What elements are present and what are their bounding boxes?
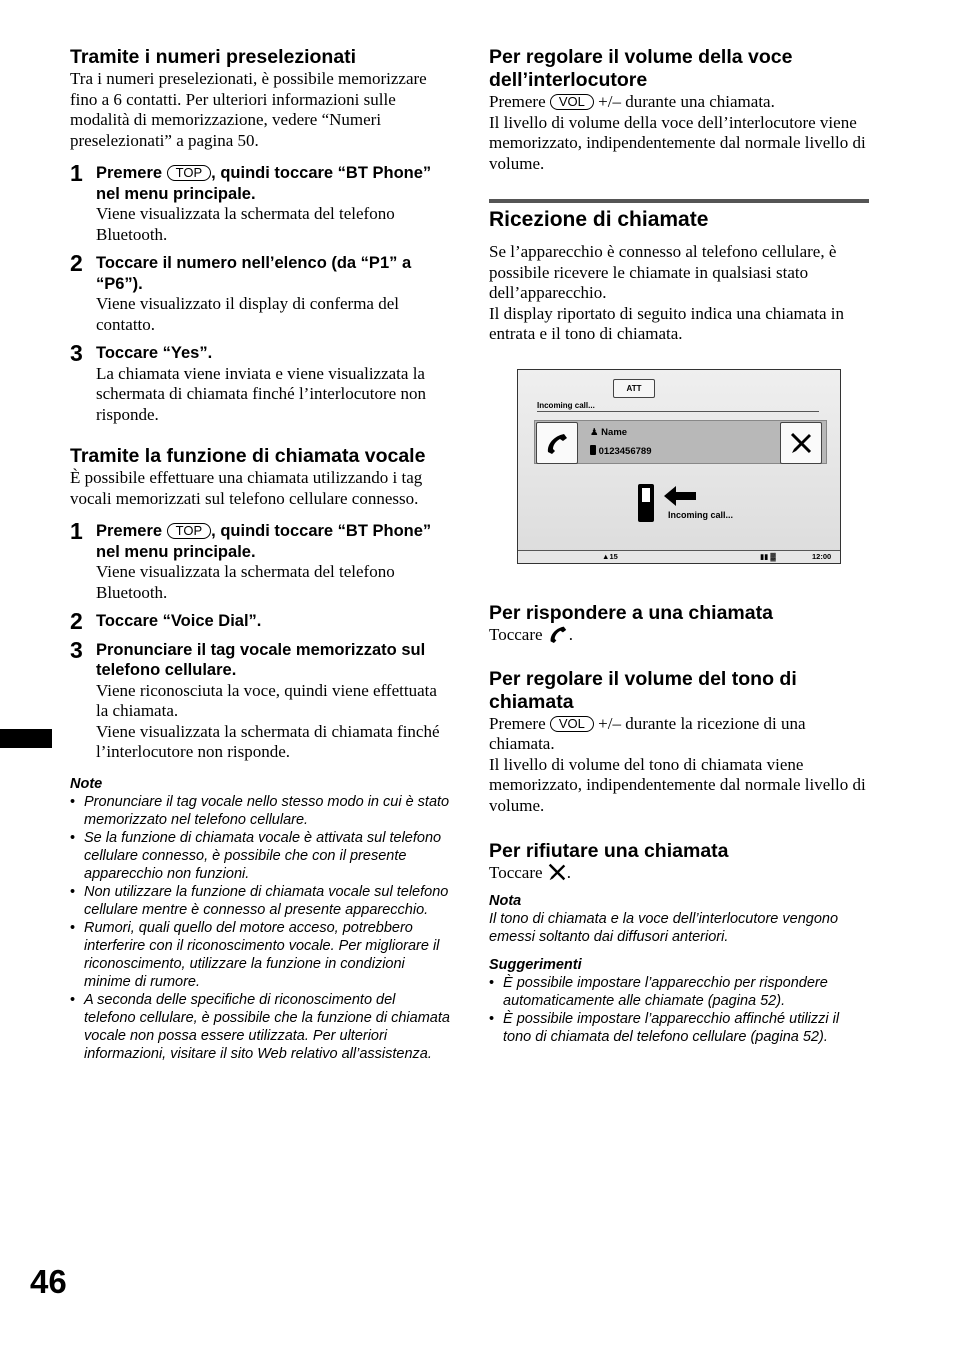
right-column-incoming <box>489 207 871 345</box>
step-description: Viene visualizzata la schermata del telefono Bluetooth. <box>96 204 395 244</box>
top-key: TOP <box>167 523 212 539</box>
text: Toccare <box>489 863 543 882</box>
phone-answer-icon <box>547 625 569 643</box>
bell-icon: ▲ <box>602 552 610 561</box>
text: . <box>568 625 574 644</box>
step-number: 2 <box>70 608 83 634</box>
text: . <box>566 863 572 882</box>
right-column-actions <box>489 602 871 1046</box>
list-item: • A seconda delle specifiche di riconoscimento del telefono cellulare, è possibile che la funzione di chiamata vocale non possa essere utilizzata. Per ulteriori informazioni, visitare il sito Web relativo all’assistenza. <box>70 991 450 1063</box>
incoming-status-text: Incoming call... <box>668 510 734 520</box>
section-title-ring-volume: Per regolare il volume del tono di chiamata <box>489 667 797 713</box>
section-title-preset: Tramite i numeri preselezionati <box>70 46 357 68</box>
incoming-intro-2: Il display riportato di seguito indica una chiamata in entrata e il tono di chiamata. <box>489 303 845 343</box>
volume-readout <box>602 552 618 561</box>
text: +/– durante la ricezione di una chiamata. <box>489 713 806 753</box>
list-item: • Se la funzione di chiamata vocale è attivata sul telefono cellulare connesso, è possibile che con il presente apparecchio non funzioni. <box>70 829 450 883</box>
caller-number: 0123456789 <box>598 446 652 457</box>
att-button[interactable]: ATT <box>613 379 655 398</box>
phone-answer-icon <box>544 432 570 454</box>
section-title-reject: Per rifiutare una chiamata <box>489 840 729 862</box>
answer-instruction <box>489 625 871 646</box>
step-text: Premere <box>96 164 163 182</box>
note-heading: Note <box>70 775 103 792</box>
phone-reject-icon <box>789 432 813 454</box>
volume-value: 15 <box>609 552 618 561</box>
tips-block <box>489 956 871 1046</box>
step-1-preset <box>70 160 450 245</box>
note-block <box>70 775 450 1063</box>
step-description: Viene visualizzata la schermata di chiamata finché l’interlocutore non risponde. <box>96 721 440 761</box>
incoming-call-screen <box>517 369 841 564</box>
screen-header: Incoming call... <box>537 401 595 410</box>
step-instruction <box>96 521 450 562</box>
tips-heading: Suggerimenti <box>489 956 582 973</box>
section-intro-voice-dial: È possibile effettuare una chiamata utilizzando i tag vocali memorizzati sul telefono cellulare connesso. <box>70 468 423 508</box>
step-instruction: Toccare “Voice Dial”. <box>96 612 262 630</box>
ring-volume-description: Il livello di volume del tono di chiamata viene memorizzato, indipendentemente dal normale livello di volume. <box>489 754 866 815</box>
step-number: 3 <box>70 636 83 663</box>
step-instruction: Toccare “Yes”. <box>96 344 213 362</box>
person-icon: ♟ <box>590 427 599 438</box>
section-title-voice-volume: Per regolare il volume della voce dell’interlocutore <box>489 46 793 91</box>
list-item: • Non utilizzare la funzione di chiamata vocale sul telefono cellulare mentre è connesso al presente apparecchio. <box>70 883 450 919</box>
section-title-incoming: Ricezione di chiamate <box>489 208 709 231</box>
step-instruction <box>96 163 450 204</box>
nota-text: Il tono di chiamata e la voce dell’interlocutore vengono emessi soltanto dai diffusori anteriori. <box>489 910 839 945</box>
clock: 12:00 <box>812 552 832 561</box>
section-intro-preset: Tra i numeri preselezionati, è possibile memorizzare fino a 6 contatti. Per ulteriori informazioni sulle modalità di memorizzazione, vedere “Numeri preselezionati” a pagina 50. <box>70 69 427 150</box>
vol-key: VOL <box>550 716 594 732</box>
text: +/– durante una chiamata. <box>598 92 775 111</box>
text: Toccare <box>489 625 543 644</box>
list-item: • È possibile impostare l’apparecchio affinché utilizzi il tono di chiamata del telefono cellulare (pagina 52). <box>489 1010 871 1046</box>
step-number: 1 <box>70 160 83 186</box>
step-text: Premere <box>96 522 163 540</box>
section-tab-marker <box>0 729 52 748</box>
reject-instruction <box>489 863 871 884</box>
step-3-preset <box>70 340 450 425</box>
screen-header-line <box>537 411 819 412</box>
step-description: Viene riconosciuta la voce, quindi viene effettuata la chiamata. <box>96 680 437 720</box>
list-item: • Pronunciare il tag vocale nello stesso modo in cui è stato memorizzato nel telefono cellulare. <box>70 793 450 829</box>
left-column <box>70 46 450 1063</box>
status-bar <box>518 550 840 563</box>
mobile-icon <box>590 445 596 455</box>
step-1-voice <box>70 518 450 603</box>
page-number: 46 <box>30 1263 67 1300</box>
nota-heading: Nota <box>489 892 522 909</box>
step-text: , quindi toccare “BT Phone” nel menu principale. <box>96 522 432 561</box>
note-list <box>70 793 450 1063</box>
step-instruction: Pronunciare il tag vocale memorizzato sul telefono cellulare. <box>96 640 426 679</box>
step-description: La chiamata viene inviata e viene visualizzata la schermata di chiamata finché l’interlocutore non risponde. <box>96 363 426 424</box>
list-item: • È possibile impostare l’apparecchio per rispondere automaticamente alle chiamate (pagina 52). <box>489 974 871 1010</box>
section-divider <box>489 199 869 203</box>
step-text: , quindi toccare “BT Phone” nel menu principale. <box>96 164 432 203</box>
text: Premere <box>489 713 546 733</box>
phone-reject-icon <box>547 863 567 881</box>
caller-number-row <box>590 445 651 457</box>
voice-volume-description: Il livello di volume della voce dell’interlocutore viene memorizzato, indipendentemente dal normale livello di volume. <box>489 112 866 173</box>
step-description: Viene visualizzato il display di conferma del contatto. <box>96 294 399 334</box>
voice-volume-instruction <box>489 92 871 113</box>
step-description: Viene visualizzata la schermata del telefono Bluetooth. <box>96 562 395 602</box>
signal-icons: ▮▮ ▓ <box>760 552 776 561</box>
section-title-voice-dial: Tramite la funzione di chiamata vocale <box>70 445 426 467</box>
caller-name-row <box>590 427 627 438</box>
right-column-top <box>489 46 871 174</box>
tips-list <box>489 974 871 1046</box>
nota-block <box>489 892 871 946</box>
step-2-voice <box>70 608 450 634</box>
caller-name: Name <box>601 427 628 438</box>
top-key: TOP <box>167 165 212 181</box>
step-instruction: Toccare il numero nell’elenco (da “P1” a “P6”). <box>96 254 412 293</box>
reject-button[interactable] <box>780 422 822 464</box>
incoming-intro: Se l’apparecchio è connesso al telefono cellulare, è possibile ricevere le chiamate in qualsiasi stato dell’apparecchio. <box>489 242 837 302</box>
step-number: 2 <box>70 250 83 276</box>
ring-volume-instruction <box>489 714 871 755</box>
step-number: 3 <box>70 340 83 366</box>
vol-key: VOL <box>550 94 594 110</box>
section-title-answer: Per rispondere a una chiamata <box>489 602 773 624</box>
step-number: 1 <box>70 518 83 544</box>
answer-button[interactable] <box>536 422 578 464</box>
step-2-preset <box>70 250 450 335</box>
step-3-voice <box>70 636 450 763</box>
text: Premere <box>489 92 546 111</box>
list-item: • Rumori, quali quello del motore acceso, potrebbero interferire con il riconoscimento vocale. Per migliorare il riconoscimento, utilizzare la funzione in condizioni minime di rumore. <box>70 919 450 991</box>
